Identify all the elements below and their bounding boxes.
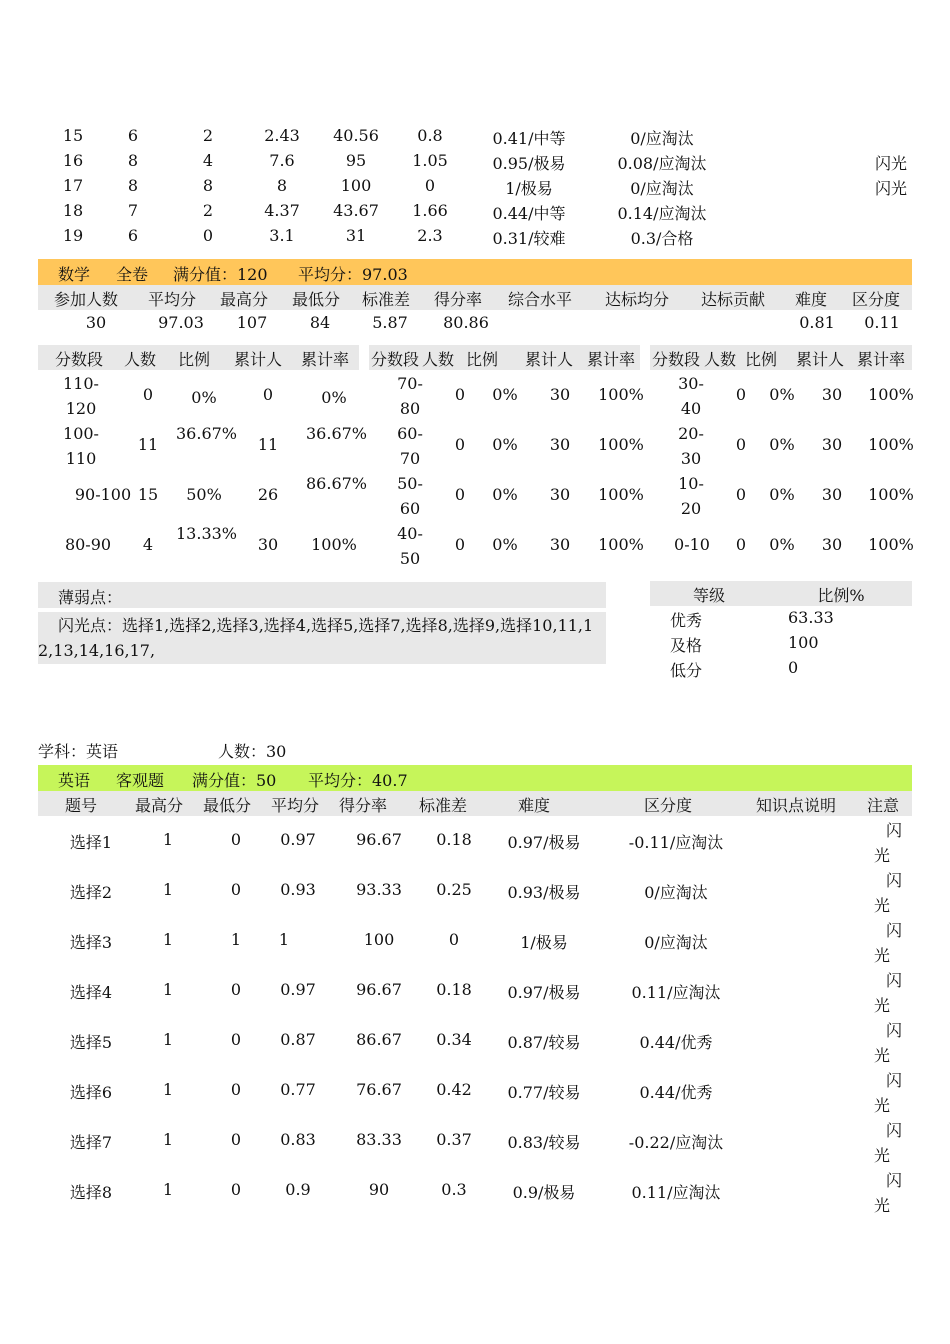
- discrimination: -0.11/应淘汰: [628, 833, 724, 852]
- score-rate: 95: [345, 151, 367, 170]
- discrimination: 0.44/优秀: [639, 1083, 713, 1102]
- dist-segment: 40-50: [397, 524, 423, 568]
- min-score: 2: [202, 201, 214, 220]
- table-row: [0, 226, 950, 248]
- min-score: 4: [202, 151, 214, 170]
- std-dev: 0.34: [436, 1030, 472, 1049]
- table-row: [0, 471, 950, 521]
- note-line-2: 光: [874, 1096, 891, 1115]
- min-score: 0: [230, 880, 242, 899]
- discrimination: 0/应淘汰: [644, 883, 708, 902]
- grade-header-cell: 比例%: [817, 586, 865, 605]
- score-rate: 96.67: [356, 980, 402, 999]
- discrimination: 0.14/应淘汰: [617, 204, 707, 223]
- flash-points-text: 闪光点：选择1,选择2,选择3,选择4,选择5,选择7,选择8,选择9,选择10,11,12,13,14,16,17,: [38, 616, 594, 660]
- dist-count: 0: [735, 485, 747, 504]
- dist-segment: 80-90: [64, 535, 112, 554]
- banner-scope: 全卷: [116, 265, 149, 284]
- banner-scope: 客观题: [116, 771, 165, 790]
- avg-score: 0.83: [280, 1130, 316, 1149]
- avg-score: 0.97: [280, 980, 316, 999]
- std-dev: 0.8: [417, 126, 443, 145]
- grade-level: 优秀: [670, 611, 703, 630]
- dist-segment: 30-40: [678, 374, 704, 418]
- table-row: [0, 1116, 950, 1166]
- dist-percent: 0%: [492, 435, 518, 454]
- note: 闪光: [874, 154, 907, 173]
- summary-value: 107: [236, 313, 268, 332]
- note-line-1: 闪: [886, 1171, 903, 1190]
- dist-cumulative: 11: [257, 435, 279, 454]
- score-rate: 90: [368, 1180, 390, 1199]
- dist-cumulative-percent: 100%: [598, 535, 644, 554]
- avg-score: 0.87: [280, 1030, 316, 1049]
- difficulty: 1/极易: [505, 179, 553, 198]
- avg-score: 7.6: [269, 151, 295, 170]
- dist-cumulative-percent: 100%: [598, 485, 644, 504]
- discrimination: 0.44/优秀: [639, 1033, 713, 1052]
- difficulty: 0.31/较难: [492, 229, 566, 248]
- note-line-1: 闪: [886, 1121, 903, 1140]
- table-header-cell: 注意: [866, 796, 899, 815]
- dist-cumulative: 30: [549, 435, 571, 454]
- avg-score: 3.1: [269, 226, 295, 245]
- discrimination: 0/应淘汰: [630, 179, 694, 198]
- question-number: 选择3: [69, 933, 113, 952]
- difficulty: 0.44/中等: [492, 204, 566, 223]
- dist-cumulative: 0: [262, 385, 274, 404]
- avg-score: 0.97: [280, 830, 316, 849]
- table-header-cell: 区分度: [643, 796, 692, 815]
- avg-score: 0.93: [280, 880, 316, 899]
- dist-segment: 100-110: [63, 424, 99, 468]
- difficulty: 0.97/极易: [507, 833, 581, 852]
- question-number: 18: [62, 201, 84, 220]
- score-rate: 100: [363, 930, 395, 949]
- discrimination: 0/应淘汰: [644, 933, 708, 952]
- table-row: [0, 608, 950, 632]
- summary-header-cell: 标准差: [361, 290, 410, 309]
- table-row: [0, 1016, 950, 1066]
- discrimination: 0.3/合格: [630, 229, 694, 248]
- dist-header-cell: 比例: [177, 350, 210, 369]
- dist-cumulative-percent: 100%: [598, 435, 644, 454]
- summary-header-cell: 最高分: [219, 290, 268, 309]
- dist-cumulative-percent: 100%: [868, 385, 914, 404]
- max-score: 1: [162, 1180, 174, 1199]
- dist-cumulative: 30: [821, 385, 843, 404]
- score-rate: 43.67: [333, 201, 379, 220]
- avg-score: 0.9: [285, 1180, 311, 1199]
- dist-cumulative-percent: 36.67%: [306, 424, 368, 443]
- dist-percent: 36.67%: [176, 424, 238, 443]
- question-number: 选择2: [69, 883, 113, 902]
- dist-segment: 110-120: [63, 374, 99, 418]
- note-line-2: 光: [874, 1146, 891, 1165]
- table-row: [0, 126, 950, 148]
- max-score: 1: [162, 980, 174, 999]
- table-header-cell: 最高分: [134, 796, 183, 815]
- std-dev: 0.18: [436, 980, 472, 999]
- max-score: 8: [127, 176, 139, 195]
- summary-header-cell: 难度: [794, 290, 827, 309]
- summary-value: 5.87: [372, 313, 408, 332]
- grade-header: [650, 581, 912, 606]
- question-number: 17: [62, 176, 84, 195]
- max-score: 1: [162, 880, 174, 899]
- dist-cumulative-percent: 0%: [321, 388, 347, 407]
- banner-subject: 英语: [58, 771, 91, 790]
- weak-points-box: [38, 582, 606, 608]
- dist-header-cell: 分数段: [370, 350, 419, 369]
- std-dev: 1.66: [412, 201, 448, 220]
- dist-percent: 0%: [769, 435, 795, 454]
- table-row: [0, 371, 950, 421]
- dist-cumulative: 30: [821, 535, 843, 554]
- table-header-cell: 标准差: [418, 796, 467, 815]
- dist-cumulative-percent: 100%: [868, 435, 914, 454]
- dist-segment: 50-60: [397, 474, 423, 518]
- std-dev: 1.05: [412, 151, 448, 170]
- std-dev: 0: [424, 176, 436, 195]
- avg-score: 8: [276, 176, 288, 195]
- dist-header-2: [369, 345, 640, 370]
- max-score: 6: [127, 126, 139, 145]
- avg-score: 0.77: [280, 1080, 316, 1099]
- dist-percent: 0%: [492, 485, 518, 504]
- summary-header-cell: 得分率: [433, 290, 482, 309]
- dist-header-cell: 累计率: [300, 350, 349, 369]
- note-line-1: 闪: [886, 1021, 903, 1040]
- dist-header-cell: 比例: [465, 350, 498, 369]
- question-number: 选择7: [69, 1133, 113, 1152]
- dist-header-cell: 人数: [123, 350, 156, 369]
- max-score: 1: [162, 1030, 174, 1049]
- question-number: 选择1: [69, 833, 113, 852]
- dist-percent: 0%: [191, 388, 217, 407]
- min-score: 0: [230, 1080, 242, 1099]
- dist-header-cell: 累计人: [524, 350, 573, 369]
- summary-header-cell: 综合水平: [507, 290, 572, 309]
- table-header-cell: 得分率: [338, 796, 387, 815]
- min-score: 0: [230, 1180, 242, 1199]
- dist-cumulative: 30: [549, 535, 571, 554]
- question-number: 15: [62, 126, 84, 145]
- note-line-1: 闪: [886, 971, 903, 990]
- dist-count: 0: [454, 435, 466, 454]
- summary-header-cell: 达标均分: [604, 290, 669, 309]
- dist-header-cell: 人数: [421, 350, 454, 369]
- score-rate: 31: [345, 226, 367, 245]
- dist-cumulative-percent: 100%: [311, 535, 357, 554]
- math-summary-values: [38, 310, 912, 335]
- dist-header-1: [38, 345, 359, 370]
- dist-percent: 0%: [769, 485, 795, 504]
- score-rate: 100: [340, 176, 372, 195]
- dist-percent: 0%: [769, 535, 795, 554]
- summary-header-cell: 最低分: [291, 290, 340, 309]
- grade-level: 及格: [670, 636, 703, 655]
- dist-header-cell: 累计率: [586, 350, 635, 369]
- min-score: 1: [230, 930, 242, 949]
- banner-full-score: 满分值：50: [192, 771, 277, 790]
- table-row: [0, 1066, 950, 1116]
- std-dev: 0.37: [436, 1130, 472, 1149]
- dist-header-cell: 分数段: [651, 350, 700, 369]
- max-score: 1: [162, 1130, 174, 1149]
- table-row: [0, 1166, 950, 1216]
- banner-average: 平均分：97.03: [298, 265, 408, 284]
- discrimination: 0.11/应淘汰: [631, 983, 721, 1002]
- question-number: 选择4: [69, 983, 113, 1002]
- dist-header-cell: 累计人: [233, 350, 282, 369]
- english-banner: [38, 765, 912, 791]
- summary-value: 30: [85, 313, 107, 332]
- difficulty: 0.95/极易: [492, 154, 566, 173]
- dist-percent: 0%: [769, 385, 795, 404]
- std-dev: 0: [448, 930, 460, 949]
- note-line-2: 光: [874, 896, 891, 915]
- table-row: [0, 966, 950, 1016]
- min-score: 0: [230, 1030, 242, 1049]
- dist-cumulative-percent: 100%: [598, 385, 644, 404]
- summary-header-cell: 参加人数: [53, 290, 118, 309]
- dist-count: 0: [735, 535, 747, 554]
- min-score: 8: [202, 176, 214, 195]
- max-score: 1: [162, 830, 174, 849]
- table-row: [0, 658, 950, 682]
- difficulty: 0.87/较易: [507, 1033, 581, 1052]
- dist-count: 15: [137, 485, 159, 504]
- min-score: 0: [230, 830, 242, 849]
- dist-count: 0: [735, 435, 747, 454]
- max-score: 8: [127, 151, 139, 170]
- dist-cumulative: 26: [257, 485, 279, 504]
- grade-header-cell: 等级: [692, 586, 725, 605]
- dist-segment: 20-30: [678, 424, 704, 468]
- dist-header-cell: 比例: [744, 350, 777, 369]
- summary-value: 97.03: [158, 313, 204, 332]
- score-rate: 83.33: [356, 1130, 402, 1149]
- min-score: 2: [202, 126, 214, 145]
- question-number: 16: [62, 151, 84, 170]
- dist-header-cell: 累计率: [856, 350, 905, 369]
- note-line-1: 闪: [886, 821, 903, 840]
- avg-score: 4.37: [264, 201, 300, 220]
- table-row: [0, 866, 950, 916]
- table-row: [0, 151, 950, 173]
- summary-value: 80.86: [443, 313, 489, 332]
- score-rate: 40.56: [333, 126, 379, 145]
- math-banner: [38, 259, 912, 285]
- summary-header-cell: 达标贡献: [700, 290, 765, 309]
- dist-cumulative: 30: [821, 435, 843, 454]
- grade-percent: 100: [788, 633, 819, 652]
- std-dev: 0.42: [436, 1080, 472, 1099]
- discrimination: 0/应淘汰: [630, 129, 694, 148]
- dist-cumulative: 30: [549, 385, 571, 404]
- table-row: [0, 521, 950, 571]
- dist-header-cell: 人数: [703, 350, 736, 369]
- table-row: [0, 176, 950, 198]
- score-rate: 93.33: [356, 880, 402, 899]
- table-header-cell: 平均分: [270, 796, 319, 815]
- min-score: 0: [230, 980, 242, 999]
- note-line-2: 光: [874, 1046, 891, 1065]
- note-line-2: 光: [874, 1196, 891, 1215]
- note-line-1: 闪: [886, 1071, 903, 1090]
- banner-subject: 数学: [58, 265, 91, 284]
- summary-value: 0.81: [799, 313, 835, 332]
- dist-count: 11: [137, 435, 159, 454]
- math-summary-header: [38, 285, 912, 310]
- grade-percent: 63.33: [788, 608, 834, 627]
- discrimination: 0.08/应淘汰: [617, 154, 707, 173]
- score-rate: 96.67: [356, 830, 402, 849]
- table-row: [0, 633, 950, 657]
- dist-header-cell: 分数段: [54, 350, 103, 369]
- dist-count: 4: [142, 535, 154, 554]
- summary-header-cell: 平均分: [147, 290, 196, 309]
- dist-header-3: [650, 345, 912, 370]
- note-line-1: 闪: [886, 921, 903, 940]
- grade-percent: 0: [788, 658, 799, 677]
- max-score: 6: [127, 226, 139, 245]
- banner-average: 平均分：40.7: [308, 771, 408, 790]
- banner-full-score: 满分值：120: [173, 265, 268, 284]
- summary-value: 0.11: [864, 313, 900, 332]
- dist-percent: 50%: [186, 485, 222, 504]
- difficulty: 0.93/极易: [507, 883, 581, 902]
- difficulty: 0.9/极易: [512, 1183, 576, 1202]
- english-count-line: 人数：30: [218, 742, 287, 761]
- dist-percent: 0%: [492, 535, 518, 554]
- discrimination: -0.22/应淘汰: [628, 1133, 724, 1152]
- table-row: [0, 201, 950, 223]
- min-score: 0: [202, 226, 214, 245]
- weak-points-label: 薄弱点：: [58, 588, 123, 607]
- grade-level: 低分: [670, 661, 703, 680]
- std-dev: 2.3: [417, 226, 443, 245]
- question-number: 选择6: [69, 1083, 113, 1102]
- discrimination: 0.11/应淘汰: [631, 1183, 721, 1202]
- dist-count: 0: [735, 385, 747, 404]
- dist-segment: 90-100: [74, 485, 132, 504]
- dist-segment: 70-80: [397, 374, 423, 418]
- note-line-2: 光: [874, 996, 891, 1015]
- table-row: [0, 916, 950, 966]
- difficulty: 0.83/较易: [507, 1133, 581, 1152]
- table-header-cell: 知识点说明: [755, 796, 836, 815]
- dist-count: 0: [454, 535, 466, 554]
- table-header-cell: 最低分: [202, 796, 251, 815]
- table-row: [0, 421, 950, 471]
- note: 闪光: [874, 179, 907, 198]
- summary-value: 84: [309, 313, 331, 332]
- max-score: 1: [162, 930, 174, 949]
- difficulty: 0.77/较易: [507, 1083, 581, 1102]
- avg-score: 1: [278, 930, 290, 949]
- dist-count: 0: [454, 385, 466, 404]
- difficulty: 0.41/中等: [492, 129, 566, 148]
- std-dev: 0.18: [436, 830, 472, 849]
- dist-cumulative-percent: 86.67%: [306, 474, 368, 493]
- score-rate: 76.67: [356, 1080, 402, 1099]
- note-line-2: 光: [874, 946, 891, 965]
- dist-cumulative: 30: [821, 485, 843, 504]
- dist-header-cell: 累计人: [795, 350, 844, 369]
- question-number: 选择5: [69, 1033, 113, 1052]
- dist-segment: 10-20: [678, 474, 704, 518]
- english-table-header: [38, 791, 912, 816]
- question-number: 选择8: [69, 1183, 113, 1202]
- table-row: [0, 816, 950, 866]
- dist-segment: 0-10: [674, 535, 710, 554]
- max-score: 7: [127, 201, 139, 220]
- note-line-1: 闪: [886, 871, 903, 890]
- min-score: 0: [230, 1130, 242, 1149]
- score-rate: 86.67: [356, 1030, 402, 1049]
- dist-cumulative: 30: [549, 485, 571, 504]
- avg-score: 2.43: [264, 126, 300, 145]
- note-line-2: 光: [874, 846, 891, 865]
- std-dev: 0.3: [441, 1180, 467, 1199]
- table-header-cell: 难度: [517, 796, 550, 815]
- dist-segment: 60-70: [397, 424, 423, 468]
- max-score: 1: [162, 1080, 174, 1099]
- table-header-cell: 题号: [64, 796, 97, 815]
- dist-percent: 13.33%: [176, 524, 238, 543]
- difficulty: 0.97/极易: [507, 983, 581, 1002]
- question-number: 19: [62, 226, 84, 245]
- dist-count: 0: [142, 385, 154, 404]
- dist-cumulative-percent: 100%: [868, 485, 914, 504]
- dist-percent: 0%: [492, 385, 518, 404]
- dist-count: 0: [454, 485, 466, 504]
- std-dev: 0.25: [436, 880, 472, 899]
- summary-header-cell: 区分度: [851, 290, 900, 309]
- difficulty: 1/极易: [520, 933, 568, 952]
- dist-cumulative: 30: [257, 535, 279, 554]
- dist-cumulative-percent: 100%: [868, 535, 914, 554]
- english-subject-line: 学科：英语: [38, 742, 119, 761]
